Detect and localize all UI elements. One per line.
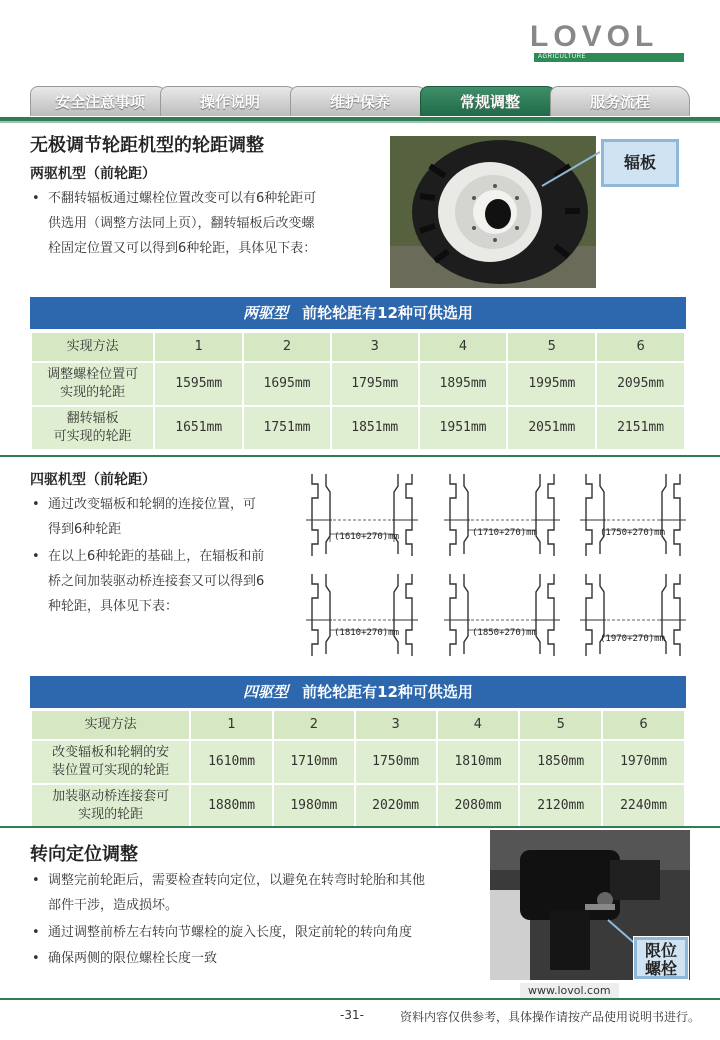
logo-subtitle: AGRICULTURE <box>534 53 684 62</box>
bullet-line: 得到6种轮距 <box>48 522 122 537</box>
table-cell: 2051mm <box>507 406 596 450</box>
table-cell: 1 <box>190 710 273 740</box>
table-cell: 2151mm <box>596 406 685 450</box>
row-label <box>31 406 154 450</box>
row-label-line: 可实现的轮距 <box>53 429 132 444</box>
section3-bullet <box>30 868 490 918</box>
table-row <box>31 740 685 784</box>
table-cell: 3 <box>331 332 419 362</box>
track-width-diagrams <box>300 470 690 666</box>
table-cell: 1995mm <box>507 362 596 406</box>
table2-header <box>30 676 686 708</box>
table-cell: 6 <box>602 710 685 740</box>
diagram-label: (1710+270)mm <box>472 528 538 538</box>
table-cell: 2240mm <box>602 784 685 828</box>
diagram-label: (1810+270)mm <box>334 628 400 638</box>
diagram-1 <box>306 474 418 556</box>
section2-subtitle: 四驱机型（前轮距） <box>30 472 156 488</box>
section3-bullet <box>30 946 490 971</box>
table-cell: 5 <box>507 332 596 362</box>
row-label-line: 改变辐板和轮辋的安 <box>52 745 170 760</box>
row-label <box>31 740 190 784</box>
section1-title: 无极调节轮距机型的轮距调整 <box>30 135 264 156</box>
tab-operation[interactable]: 操作说明 <box>160 86 300 116</box>
table-cell: 2080mm <box>437 784 520 828</box>
diagram-4 <box>306 574 418 656</box>
table-cell: 1880mm <box>190 784 273 828</box>
table-cell: 1895mm <box>419 362 508 406</box>
table-cell: 1851mm <box>331 406 419 450</box>
row-label-line: 实现的轮距 <box>60 385 126 400</box>
row-label-line: 装位置可实现的轮距 <box>52 763 170 778</box>
table-cell: 1810mm <box>437 740 520 784</box>
lovol-logo <box>530 22 690 60</box>
callout-line: 螺栓 <box>644 959 677 978</box>
table-cell: 1951mm <box>419 406 508 450</box>
website-link[interactable]: www.lovol.com <box>520 983 619 998</box>
section1-subtitle: 两驱机型（前轮距） <box>30 166 156 182</box>
diagram-5 <box>444 574 560 656</box>
section2-bullet <box>30 544 300 619</box>
tab-underline-light <box>0 121 720 123</box>
section-divider <box>0 826 720 828</box>
bullet-line: 供选用（调整方法同上页），翻转辐板后改变螺 <box>48 216 315 231</box>
diagram-label: (1750+270)mm <box>600 528 666 538</box>
diagram-2 <box>444 474 560 556</box>
diagram-label: (1850+270)mm <box>472 628 538 638</box>
tab-adjustment[interactable]: 常规调整 <box>420 86 560 116</box>
row-label-line: 实现的轮距 <box>78 807 144 822</box>
spoke-plate-callout: 辐板 <box>601 139 679 187</box>
table-cell: 4 <box>437 710 520 740</box>
table-cell: 1980mm <box>273 784 355 828</box>
bullet-line: • 不翻转辐板通过螺栓位置改变可以有6种轮距可 <box>48 191 317 206</box>
bullet-line: • 调整完前轮距后，需要检查转向定位，以避免在转弯时轮胎和其他 <box>48 873 426 888</box>
table-cell: 4 <box>419 332 508 362</box>
bullet-line: 桥之间加装驱动桥连接套又可以得到6 <box>48 574 265 589</box>
table-cell: 2095mm <box>596 362 685 406</box>
callout-line: 限位 <box>644 941 677 960</box>
section1-bullet <box>30 186 380 261</box>
row-label: 实现方法 <box>31 332 154 362</box>
section2-bullet <box>30 492 300 542</box>
four-wheel-drive-table <box>30 709 686 829</box>
table-cell: 6 <box>596 332 685 362</box>
table-cell: 1595mm <box>154 362 243 406</box>
table-cell: 1750mm <box>355 740 437 784</box>
tab-safety[interactable]: 安全注意事项 <box>30 86 170 116</box>
table-row <box>31 332 685 362</box>
footer-divider <box>0 998 720 1000</box>
table2-header-type: 四驱型 <box>243 683 289 701</box>
table-cell: 2 <box>243 332 331 362</box>
table-cell: 2020mm <box>355 784 437 828</box>
table-cell: 1751mm <box>243 406 331 450</box>
row-label <box>31 784 190 828</box>
row-label-line: 加装驱动桥连接套可 <box>52 789 170 804</box>
tab-maintenance[interactable]: 维护保养 <box>290 86 430 116</box>
table-row <box>31 784 685 828</box>
table-cell: 1610mm <box>190 740 273 784</box>
tab-service[interactable]: 服务流程 <box>550 86 690 116</box>
row-label <box>31 362 154 406</box>
page-number: -31- <box>340 1008 364 1022</box>
table1-header-type: 两驱型 <box>243 304 289 322</box>
bullet-line: • 通过改变辐板和轮辋的连接位置，可 <box>48 497 257 512</box>
diagram-3 <box>580 474 686 556</box>
table-cell: 1850mm <box>519 740 602 784</box>
table-cell: 1651mm <box>154 406 243 450</box>
logo-wordmark: LOVOL <box>530 20 659 53</box>
callout-pointer <box>540 150 610 190</box>
section3-bullet <box>30 920 490 945</box>
section-tabs <box>30 86 690 116</box>
table-cell: 5 <box>519 710 602 740</box>
bullet-line: 种轮距，具体见下表： <box>48 599 179 614</box>
disclaimer-note: 资料内容仅供参考，具体操作请按产品使用说明书进行。 <box>400 1010 701 1024</box>
table-cell: 1695mm <box>243 362 331 406</box>
bullet-line: 栓固定位置又可以得到6种轮距，具体见下表： <box>48 241 317 256</box>
table-cell: 1 <box>154 332 243 362</box>
section-divider <box>0 455 720 457</box>
table2-header-text: 前轮轮距有12种可供选用 <box>302 683 473 701</box>
table-cell: 2 <box>273 710 355 740</box>
section3-title: 转向定位调整 <box>30 844 138 865</box>
table-cell: 1710mm <box>273 740 355 784</box>
table-cell: 3 <box>355 710 437 740</box>
table1-header <box>30 297 686 329</box>
row-label-line: 调整螺栓位置可 <box>47 367 139 382</box>
table1-header-text: 前轮轮距有12种可供选用 <box>302 304 473 322</box>
bullet-line: • 确保两侧的限位螺栓长度一致 <box>48 951 218 966</box>
table-row <box>31 710 685 740</box>
diagram-label: (1610+270)mm <box>334 532 400 542</box>
bullet-line: • 在以上6种轮距的基础上，在辐板和前 <box>48 549 265 564</box>
bullet-line: • 通过调整前桥左右转向节螺栓的旋入长度，限定前轮的转向角度 <box>48 925 413 940</box>
bullet-line: 部件干涉，造成损坏。 <box>48 898 179 913</box>
table-cell: 1795mm <box>331 362 419 406</box>
two-wheel-drive-table <box>30 331 686 451</box>
table-cell: 2120mm <box>519 784 602 828</box>
diagram-label: (1970+270)mm <box>600 634 666 644</box>
limit-bolt-callout <box>634 937 688 979</box>
table-row <box>31 406 685 450</box>
row-label: 实现方法 <box>31 710 190 740</box>
row-label-line: 翻转辐板 <box>66 411 119 426</box>
table-row <box>31 362 685 406</box>
table-cell: 1970mm <box>602 740 685 784</box>
